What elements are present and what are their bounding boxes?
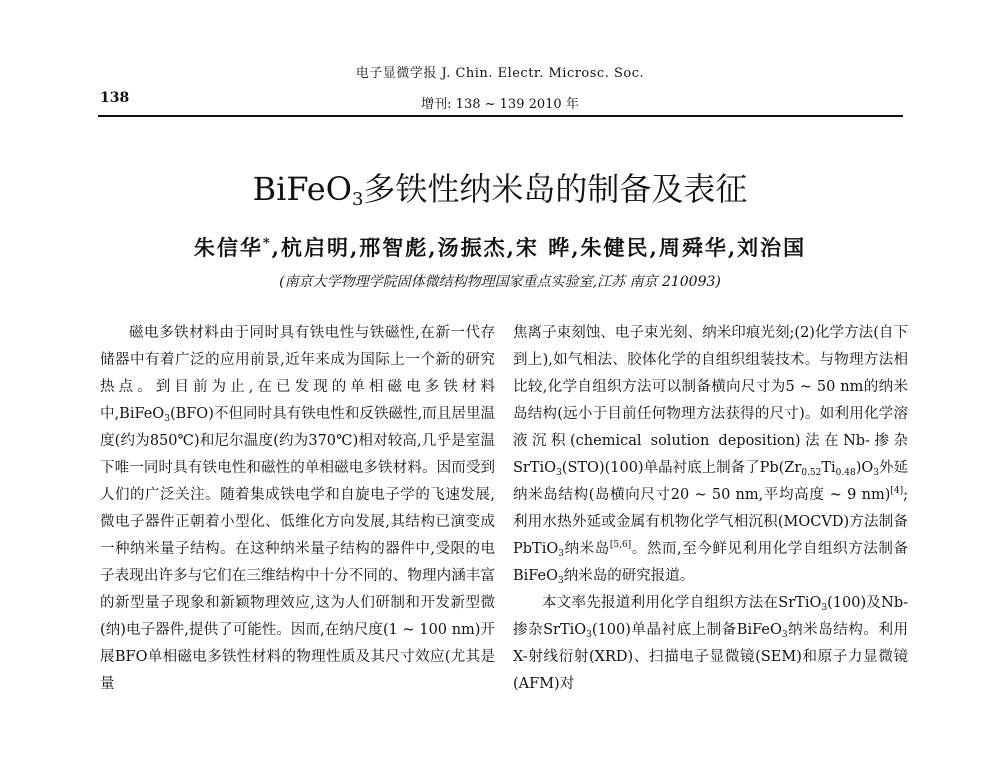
text-run: 本文率先报道利用化学自组织方法在SrTiO: [542, 595, 822, 611]
text-run: 纳米岛: [563, 541, 610, 557]
left-paragraph: [100, 320, 495, 698]
text-run: 。然而,至今鲜见利用化学自组织方法制备BiFeO: [513, 541, 908, 584]
author-list: [0, 232, 1000, 262]
reference-mark: [5,6]: [609, 540, 632, 550]
other-authors: ,杭启明,邢智彪,汤振杰,宋 晔,朱健民,周舜华,刘治国: [271, 235, 807, 260]
header-rule: [98, 115, 903, 117]
text-run: ;利用水热外延或金属有机物化学气相沉积(MOCVD)方法制备PbTiO: [513, 487, 908, 557]
text-run: (BFO)不但同时具有铁电性和反铁磁性,而且居里温度(约为850℃)和尼尔温度(约为370℃)相对较高,几乎是室温下唯一同时具有铁电性和磁性的单相磁电多铁材料。因而受到人们的广泛关注。随着集成铁电学和自旋电子学的飞速发展,微电子器件正朝着小型化、低维化方向发展,其结构已演变成一种纳米量子结构。在这种纳米量子结构的器件中,受限的电子表现出许多与它们在三维结构中十分不同的、物理内涵丰富的新型量子现象和新颖物理效应,这为人们研制和开发新型微(纳)电子器件,提供了可能性。因而,在纳尺度(1 ~ 100 nm)开展BFO单相磁电多铁性材料的物理性质及其尺寸效应(尤其是量: [100, 406, 496, 692]
title-text: 多铁性纳米岛的制备及表征: [363, 170, 748, 208]
subscript: 3: [556, 468, 562, 478]
reference-mark: [4]: [890, 486, 904, 496]
affiliation: (南京大学物理学院固体微结构物理国家重点实验室,江苏 南京 210093): [279, 274, 721, 290]
subscript: 0.48: [835, 468, 856, 478]
page-number: 138: [100, 90, 130, 106]
subscript: 0.52: [801, 468, 822, 478]
subscript: 3: [781, 630, 788, 640]
subscript: 3: [558, 549, 564, 559]
text-run: 焦离子束刻蚀、电子束光刻、纳米印痕光刻;(2)化学方法(自下到上),如气相法、胶体化学的自组织组装技术。与物理方法相比较,化学自组织方法可以制备横向尺寸为5 ~ 50 nm的纳米岛结构(远小于目前任何物理方法获得的尺寸)。如利用化学溶液沉积(chemical solution deposition)法在Nb-掺杂SrTiO: [513, 325, 908, 476]
text-run: 磁电多铁材料由于同时具有铁电性与铁磁性,在新一代存储器中有着广泛的应用前景,近年来成为国际上一个新的研究热点。到目前为止,在已发现的单相磁电多铁材料中,BiFeO: [100, 325, 495, 422]
text-run: (100)单晶衬底上制备BiFeO: [591, 622, 782, 638]
paper-title: [0, 168, 1000, 221]
subscript: 3: [558, 576, 564, 586]
text-run: Ti: [821, 460, 836, 476]
subscript: 3: [821, 603, 828, 613]
subscript: 3: [164, 414, 170, 424]
title-formula-subscript: 3: [351, 189, 364, 210]
subscript: 3: [586, 630, 592, 640]
right-column: [513, 320, 908, 698]
corresponding-author-mark: *: [262, 236, 272, 251]
issue-info: 增刊: 138 ~ 139 2010 年: [421, 97, 579, 112]
journal-header: 电子显微学报 J. Chin. Electr. Microsc. Soc.: [355, 66, 645, 81]
text-run: 外延纳米岛结构(岛横向尺寸20 ~ 50 nm,平均高度 ~ 9 nm): [513, 460, 909, 503]
left-column: [100, 320, 495, 698]
text-run: 纳米岛的研究报道。: [563, 568, 695, 584]
text-run: (100)及Nb-掺杂SrTiO: [513, 595, 909, 638]
right-paragraph-1: [513, 320, 908, 590]
title-formula: BiFeO: [252, 170, 352, 208]
text-run: (STO)(100)单晶衬底上制备了Pb(Zr: [561, 460, 802, 476]
first-author: 朱信华: [193, 235, 263, 260]
text-run: )O: [855, 460, 874, 476]
right-paragraph-2: [513, 590, 908, 698]
subscript: 3: [873, 468, 879, 478]
text-run: 纳米岛结构。利用X-射线衍射(XRD)、扫描电子显微镜(SEM)和原子力显微镜(AFM)对: [513, 622, 908, 692]
